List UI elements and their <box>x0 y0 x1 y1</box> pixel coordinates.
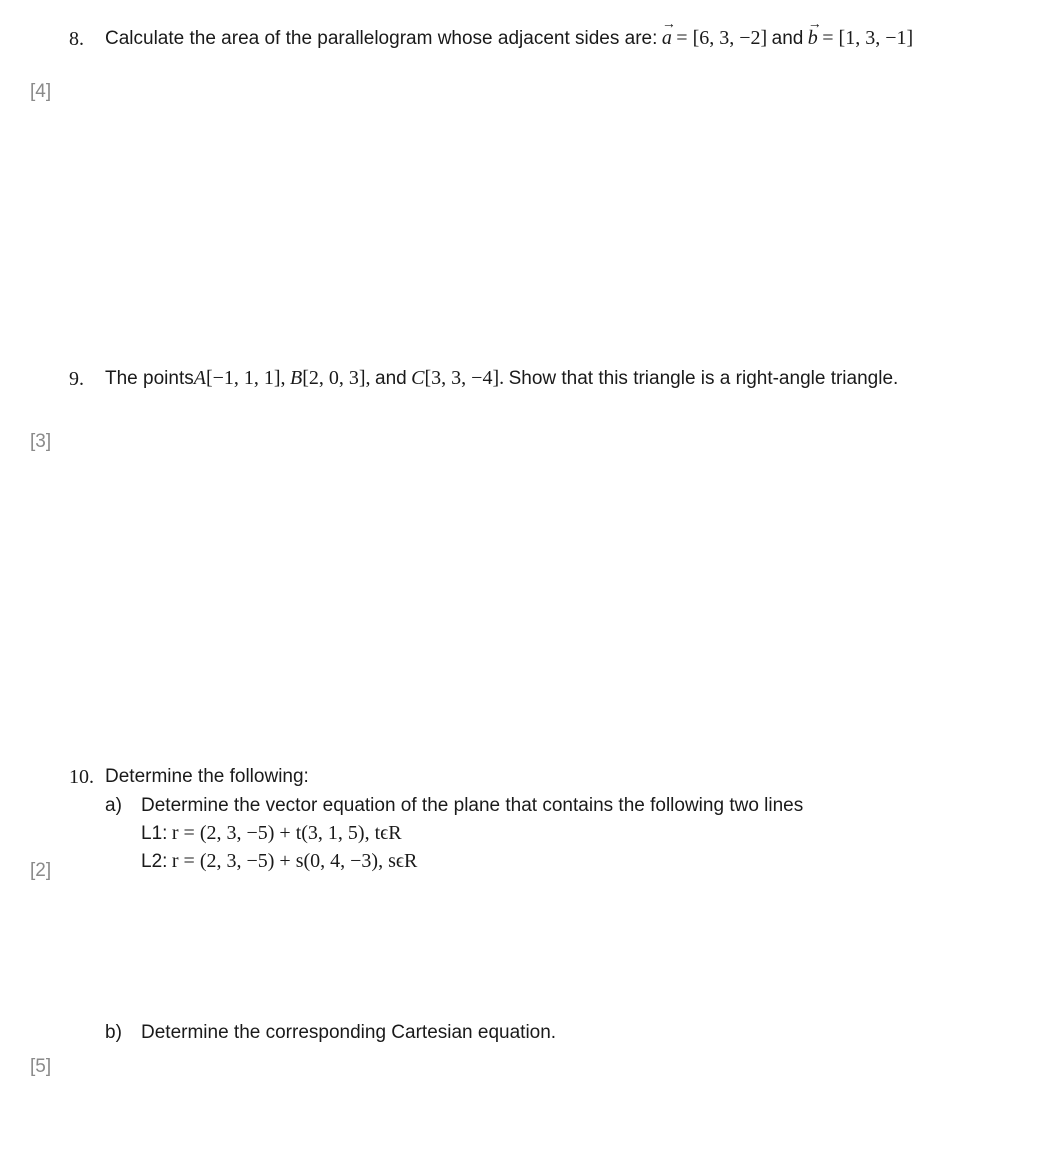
vector-arrow-icon: → <box>661 17 676 32</box>
question-8-number: 8. <box>69 28 84 50</box>
line-1-equation <box>141 822 402 845</box>
point-b-coords: [2, 0, 3], <box>302 367 371 389</box>
part-a-label: a) <box>105 795 122 816</box>
line-1-eq: r = (2, 3, −5) + t(3, 1, 5), tϵR <box>171 822 402 844</box>
line-2-equation <box>141 850 417 873</box>
vector-b: → b <box>807 17 822 49</box>
question-8-marks: [4] <box>30 81 52 102</box>
point-b-name: B <box>290 367 303 389</box>
point-c-coords: [3, 3, −4]. <box>424 367 505 389</box>
question-9-tail: Show that this triangle is a right-angle triangle. <box>508 368 899 389</box>
question-9-intro: The points <box>105 368 194 389</box>
question-9-marks: [3] <box>30 431 52 452</box>
line-1-label: L1: <box>141 823 168 844</box>
point-a-coords: [−1, 1, 1], <box>205 367 286 389</box>
part-a-text: Determine the vector equation of the plane that contains the following two lines <box>141 795 804 816</box>
point-c-name: C <box>411 367 425 389</box>
and-word: and <box>375 368 407 389</box>
and-word: and <box>771 28 804 49</box>
question-9-number: 9. <box>69 368 84 390</box>
line-2-label: L2: <box>141 851 168 872</box>
line-2-eq: r = (2, 3, −5) + s(0, 4, −3), sϵR <box>171 850 418 872</box>
question-9-text <box>105 367 898 390</box>
part-b-marks: [5] <box>30 1056 52 1077</box>
vector-arrow-icon: → <box>807 17 822 32</box>
point-a-name: A <box>193 367 206 389</box>
question-10-intro: Determine the following: <box>105 766 309 787</box>
question-8-text <box>105 17 914 50</box>
question-8-prompt: Calculate the area of the parallelogram whose adjacent sides are: <box>105 28 658 49</box>
part-a-marks: [2] <box>30 860 52 881</box>
question-10-number: 10. <box>69 766 94 788</box>
vector-a: → a <box>661 17 676 49</box>
vector-b-value: = [1, 3, −1] <box>822 27 914 49</box>
part-b-label: b) <box>105 1022 122 1043</box>
vector-a-value: = [6, 3, −2] <box>676 27 768 49</box>
part-b-text: Determine the corresponding Cartesian equation. <box>141 1022 557 1043</box>
